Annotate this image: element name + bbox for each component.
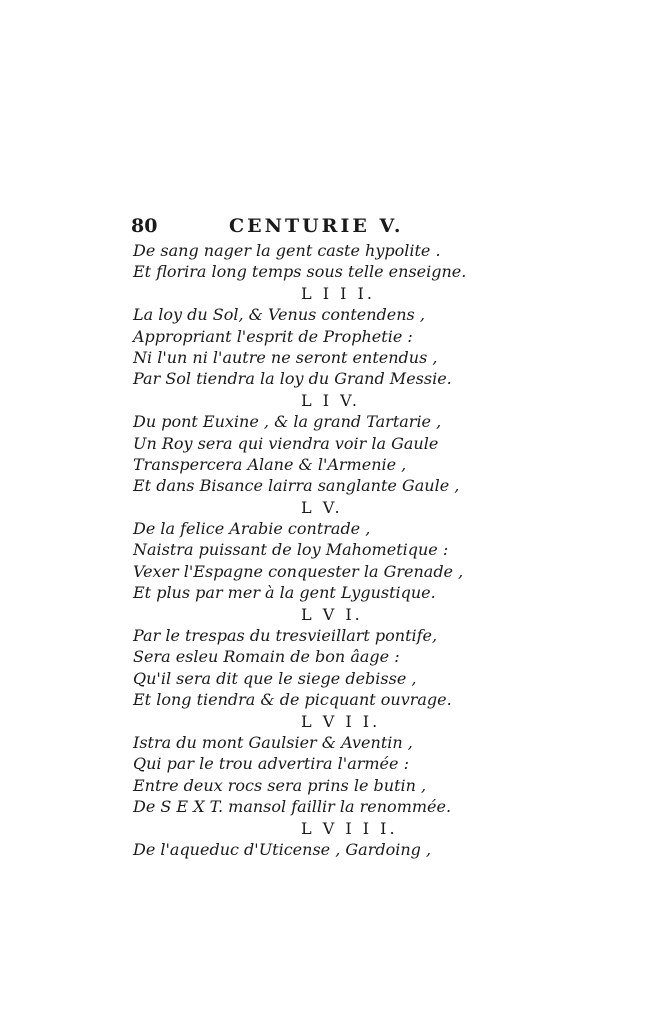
verse-line: Et florira long temps sous telle enseigne. [133,262,467,282]
verse-line: Appropriant l'esprit de Prophetie : [133,326,413,346]
quatrain-number: L V I. [301,604,363,624]
quatrain-number: L V I I I. [301,818,398,838]
quatrain-text-block [133,240,467,860]
verse-line: Et dans Bisance lairra sanglante Gaule , [133,476,460,496]
verse-line: Qui par le trou advertira l'armée : [133,754,409,774]
verse-line: De la felice Arabie contrade , [133,519,371,539]
verse-line: De S E X T. mansol faillir la renommée. [133,797,452,817]
verse-line: Un Roy sera qui viendra voir la Gaule [133,433,439,453]
verse-line: Du pont Euxine , & la grand Tartarie , [133,412,442,432]
verse-line: Naistra puissant de loy Mahometique : [133,540,449,560]
verse-line: Qu'il sera dit que le siege debisse , [133,668,417,688]
verse-line: Istra du mont Gaulsier & Aventin , [133,732,413,752]
verse-line: Et plus par mer à la gent Lygustique. [133,583,436,603]
verse-line: Par le trespas du tresvieillart pontife, [133,626,438,646]
verse-line: La loy du Sol, & Venus contendens , [133,305,425,325]
quatrain-number: L V. [301,497,343,517]
verse-line: Par Sol tiendra la loy du Grand Messie. [133,369,452,389]
verse-line: Entre deux rocs sera prins le butin , [133,775,427,795]
verse-line: Transpercera Alane & l'Armenie , [133,454,407,474]
verse-line: Vexer l'Espagne conquester la Grenade , [133,561,464,581]
verse-line: Sera esleu Romain de bon âage : [133,647,400,667]
running-title: CENTURIE V. [229,215,404,237]
verse-line: De sang nager la gent caste hypolite . [133,241,441,260]
quatrain-number: L I V. [301,390,360,410]
page-number: 80 [131,215,158,237]
verse-line: Et long tiendra & de picquant ouvrage. [133,690,452,710]
quatrain-number: L I I I. [301,283,375,303]
quatrain-number: L V I I. [301,711,381,731]
page-header [131,213,441,239]
verse-line: De l'aqueduc d'Uticense , Gardoing , [133,839,432,859]
verse-line: Ni l'un ni l'autre ne seront entendus , [133,347,438,367]
